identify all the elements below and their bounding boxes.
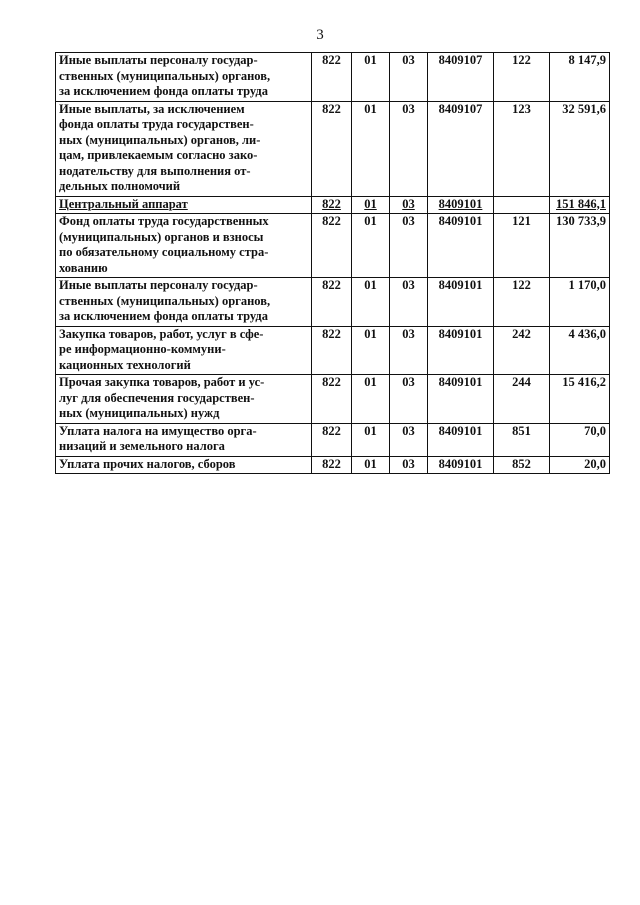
expense-name-cell [56, 53, 312, 102]
amount-text: 20,0 [584, 456, 606, 471]
amount-cell [550, 278, 610, 327]
target-article-text: 8409101 [438, 196, 483, 211]
target-article-cell [428, 456, 494, 474]
subsection-code-cell [390, 196, 428, 214]
table-row [56, 423, 610, 456]
section-code-text: 01 [364, 53, 377, 67]
target-article-cell [428, 278, 494, 327]
target-article-cell [428, 101, 494, 196]
expense-type-cell [494, 278, 550, 327]
department-code-cell [312, 196, 352, 214]
target-article-text: 8409101 [438, 278, 483, 292]
target-article-text: 8409107 [438, 53, 483, 67]
target-article-text: 8409101 [438, 326, 483, 341]
budget-table [55, 52, 610, 474]
expense-name-cell [56, 278, 312, 327]
department-code-cell [312, 456, 352, 474]
section-code-text: 01 [364, 375, 377, 389]
amount-text: 1 170,0 [568, 278, 606, 292]
expense-type-cell [494, 196, 550, 214]
section-row [56, 196, 610, 214]
section-code-text: 01 [364, 423, 377, 438]
section-code-text: 01 [364, 278, 377, 292]
budget-table-body [56, 53, 610, 474]
amount-cell [550, 53, 610, 102]
expense-name-cell [56, 326, 312, 375]
expense-type-text: 121 [512, 214, 531, 228]
amount-cell [550, 196, 610, 214]
section-code-text: 01 [364, 214, 377, 228]
section-code-cell [352, 53, 390, 102]
target-article-cell [428, 214, 494, 278]
expense-name-cell [56, 423, 312, 456]
section-code-cell [352, 456, 390, 474]
department-code-text: 822 [322, 423, 341, 438]
department-code-cell [312, 423, 352, 456]
expense-name-text: Иные выплаты персоналу государ- ственных (муниципальных) органов, за исключением фонда оплаты труда [59, 53, 271, 98]
expense-type-cell [494, 326, 550, 375]
table-row [56, 278, 610, 327]
subsection-code-cell [390, 456, 428, 474]
amount-cell [550, 326, 610, 375]
section-code-cell [352, 196, 390, 214]
expense-type-cell [494, 375, 550, 424]
subsection-code-cell [390, 326, 428, 375]
expense-type-cell [494, 456, 550, 474]
subsection-code-cell [390, 278, 428, 327]
target-article-cell [428, 326, 494, 375]
target-article-text: 8409101 [438, 423, 483, 438]
department-code-cell [312, 53, 352, 102]
expense-type-text: 122 [512, 278, 531, 292]
expense-name-cell [56, 196, 312, 214]
amount-text: 4 436,0 [568, 326, 606, 341]
expense-name-text: Прочая закупка товаров, работ и ус- луг для обеспечения государствен- ных (муниципальных) нужд [59, 375, 265, 420]
target-article-text: 8409101 [438, 214, 483, 228]
expense-type-text: 123 [512, 101, 531, 116]
expense-type-cell [494, 423, 550, 456]
department-code-cell [312, 375, 352, 424]
amount-text: 151 846,1 [556, 196, 606, 211]
subsection-code-text: 03 [402, 456, 415, 471]
target-article-cell [428, 53, 494, 102]
section-code-cell [352, 214, 390, 278]
department-code-text: 822 [322, 326, 341, 341]
expense-type-text: 244 [512, 375, 531, 389]
subsection-code-cell [390, 214, 428, 278]
target-article-text: 8409107 [438, 101, 483, 116]
subsection-code-text: 03 [402, 326, 415, 341]
amount-text: 15 416,2 [562, 375, 606, 389]
expense-name-text: Уплата налога на имущество орга- низаций и земельного налога [59, 423, 257, 453]
table-row [56, 326, 610, 375]
amount-cell [550, 423, 610, 456]
table-row [56, 456, 610, 474]
amount-text: 8 147,9 [568, 53, 606, 67]
expense-type-cell [494, 101, 550, 196]
expense-name-cell [56, 375, 312, 424]
department-code-text: 822 [322, 53, 341, 67]
subsection-code-text: 03 [402, 196, 415, 211]
section-code-cell [352, 326, 390, 375]
department-code-cell [312, 214, 352, 278]
table-row [56, 375, 610, 424]
amount-cell [550, 456, 610, 474]
department-code-text: 822 [322, 196, 341, 211]
expense-type-text: 122 [512, 53, 531, 67]
subsection-code-text: 03 [402, 101, 415, 116]
department-code-text: 822 [322, 456, 341, 471]
subsection-code-text: 03 [402, 423, 415, 438]
expense-type-cell [494, 53, 550, 102]
target-article-text: 8409101 [438, 456, 483, 471]
department-code-cell [312, 326, 352, 375]
subsection-code-text: 03 [402, 53, 415, 67]
amount-cell [550, 375, 610, 424]
target-article-cell [428, 375, 494, 424]
amount-text: 32 591,6 [562, 101, 606, 116]
department-code-cell [312, 278, 352, 327]
subsection-code-text: 03 [402, 278, 415, 292]
expense-type-text: 852 [512, 456, 531, 471]
amount-text: 130 733,9 [556, 214, 606, 228]
section-code-text: 01 [364, 101, 377, 116]
target-article-cell [428, 423, 494, 456]
amount-cell [550, 214, 610, 278]
expense-name-text: Иные выплаты персоналу государ- ственных (муниципальных) органов, за исключением фонда оплаты труда [59, 278, 271, 323]
table-row [56, 214, 610, 278]
subsection-code-cell [390, 423, 428, 456]
subsection-code-cell [390, 375, 428, 424]
expense-type-text: 851 [512, 423, 531, 438]
table-row [56, 101, 610, 196]
section-code-text: 01 [364, 456, 377, 471]
department-code-text: 822 [322, 214, 341, 228]
amount-text: 70,0 [584, 423, 606, 438]
subsection-code-cell [390, 53, 428, 102]
section-code-cell [352, 278, 390, 327]
expense-type-cell [494, 214, 550, 278]
section-code-cell [352, 375, 390, 424]
subsection-code-text: 03 [402, 214, 415, 228]
expense-name-text: Закупка товаров, работ, услуг в сфе- ре информационно-коммуни- кационных технологий [59, 326, 264, 372]
expense-type-text: 242 [512, 326, 531, 341]
expense-name-cell [56, 101, 312, 196]
expense-name-cell [56, 214, 312, 278]
section-code-text: 01 [364, 326, 377, 341]
department-code-cell [312, 101, 352, 196]
section-code-text: 01 [364, 196, 377, 211]
expense-name-text: Центральный аппарат [59, 196, 188, 211]
subsection-code-text: 03 [402, 375, 415, 389]
subsection-code-cell [390, 101, 428, 196]
department-code-text: 822 [322, 278, 341, 292]
department-code-text: 822 [322, 375, 341, 389]
amount-cell [550, 101, 610, 196]
table-row [56, 53, 610, 102]
target-article-text: 8409101 [438, 375, 483, 389]
page-number: 3 [316, 27, 324, 43]
department-code-text: 822 [322, 101, 341, 116]
expense-name-text: Иные выплаты, за исключением фонда оплаты труда государствен- ных (муниципальных) органов, ли- цам, привлекаемым согласно зако- нодательству для выполнения от- дельных полномочий [59, 101, 261, 193]
section-code-cell [352, 423, 390, 456]
target-article-cell [428, 196, 494, 214]
expense-name-text: Уплата прочих налогов, сборов [59, 456, 236, 471]
expense-name-text: Фонд оплаты труда государственных (муниципальных) органов и взносы по обязательному социальному стра- хованию [59, 214, 269, 275]
expense-name-cell [56, 456, 312, 474]
section-code-cell [352, 101, 390, 196]
